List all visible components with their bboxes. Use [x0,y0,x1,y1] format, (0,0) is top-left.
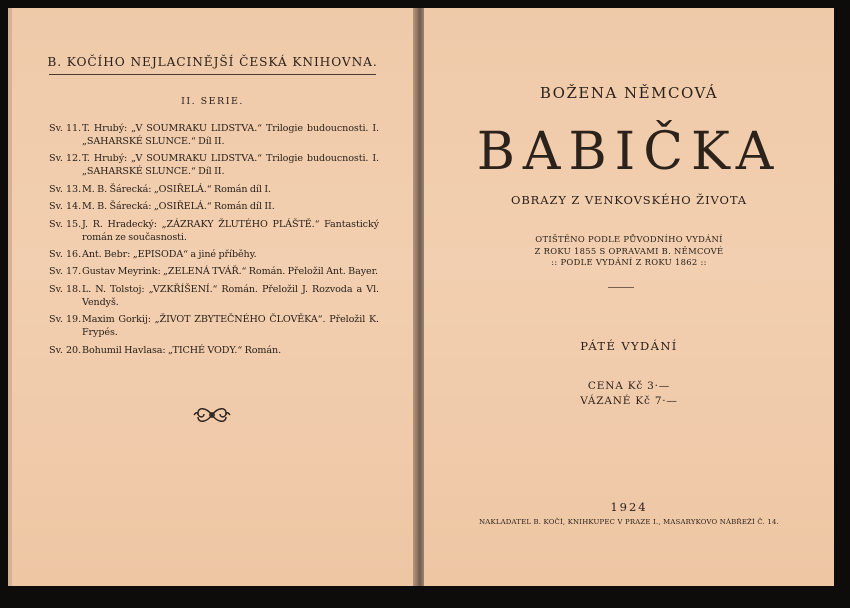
volume-number: Sv. 17. [49,266,82,278]
volume-number: Sv. 19. [49,314,82,326]
volume-title: M. B. Šárecká: „OSIŘELÁ.“ Román díl I. [82,183,271,195]
series-header: B. KOČÍHO NEJLACINĚJŠÍ ČESKÁ KNIHOVNA. [47,55,378,69]
floral-ornament-icon [192,403,232,427]
volume-title: T. Hrubý: „V SOUMRAKU LIDSTVA.“ Trilogie budoucnosti. I. „SAHARSKÉ SLUNCE.“ Díl II. [82,153,379,178]
book-subtitle: OBRAZY Z VENKOVSKÉHO ŽIVOTA [511,193,747,207]
volume-title: T. Hrubý: „V SOUMRAKU LIDSTVA.“ Trilogie budoucnosti. I. „SAHARSKÉ SLUNCE.“ Díl II. [82,123,379,147]
volume-number: Sv. 14. [49,201,82,213]
list-item [49,344,379,357]
page-edge [8,8,12,586]
edition-label: PÁTÉ VYDÁNÍ [580,339,678,353]
list-item [49,265,379,278]
edition-note [424,234,834,269]
volume-title: L. N. Tolstoj: „VZKŘÍŠENÍ.“ Román. Přeložil J. Rozvoda a Vl. Vendyš. [82,283,379,308]
list-item [49,183,379,196]
list-item [49,313,379,339]
list-item [49,218,379,244]
edition-note-line: :: PODLE VYDÁNÍ Z ROKU 1862 :: [551,257,707,267]
volume-number: Sv. 16. [49,248,82,260]
list-item [49,152,379,178]
volume-title: Ant. Bebr: „EPISODA“ a jiné příběhy. [82,248,257,260]
volume-title: Gustav Meyrink: „ZELENÁ TVÁŘ.“ Román. Přeložil Ant. Bayer. [82,266,378,278]
series-list [49,122,379,361]
list-item [49,283,379,309]
volume-number: Sv. 15. [49,218,82,230]
volume-number: Sv. 20. [49,344,82,356]
list-item [49,200,379,213]
edition-note-line: Z ROKU 1855 S OPRAVAMI B. NĚMCOVÉ [534,245,724,256]
volume-title: Bohumil Havlasa: „TICHÉ VODY.“ Román. [82,344,282,356]
publication-year: 1924 [610,500,648,514]
series-subheading: II. SERIE. [181,96,244,107]
header-rule [49,74,376,75]
price-line: VÁZANÉ Kč 7·— [580,395,678,407]
price-line: CENA Kč 3·— [587,380,671,392]
volume-number: Sv. 13. [49,183,82,195]
author-name: BOŽENA NĚMCOVÁ [539,84,719,102]
volume-number: Sv. 11. [49,123,82,134]
list-item [49,122,379,148]
price-info [424,379,834,409]
volume-title: J. R. Hradecký: „ZÁZRAKY ŽLUTÉHO PLÁŠTĚ.“ Fantastický román ze současnosti. [82,218,379,243]
publisher-imprint: NAKLADATEL B. KOČÍ, KNIHKUPEC V PRAZE I., MASARYKOVO NÁBŘEŽÍ Č. 14. [479,518,779,526]
volume-number: Sv. 12. [49,153,82,165]
volume-title: Maxim Gorkij: „ŽIVOT ZBYTEČNÉHO ČLOVĚKA“. Přeložil K. Frypés. [82,314,379,339]
list-item [49,248,379,261]
edition-note-line: OTIŠTĚNO PODLE PŮVODNÍHO VYDÁNÍ [535,234,723,244]
volume-title: M. B. Šárecká: „OSIŘELÁ.“ Román díl II. [82,201,275,213]
volume-number: Sv. 18. [49,283,82,295]
book-title: BABIČKA [476,122,782,182]
divider [608,287,634,288]
